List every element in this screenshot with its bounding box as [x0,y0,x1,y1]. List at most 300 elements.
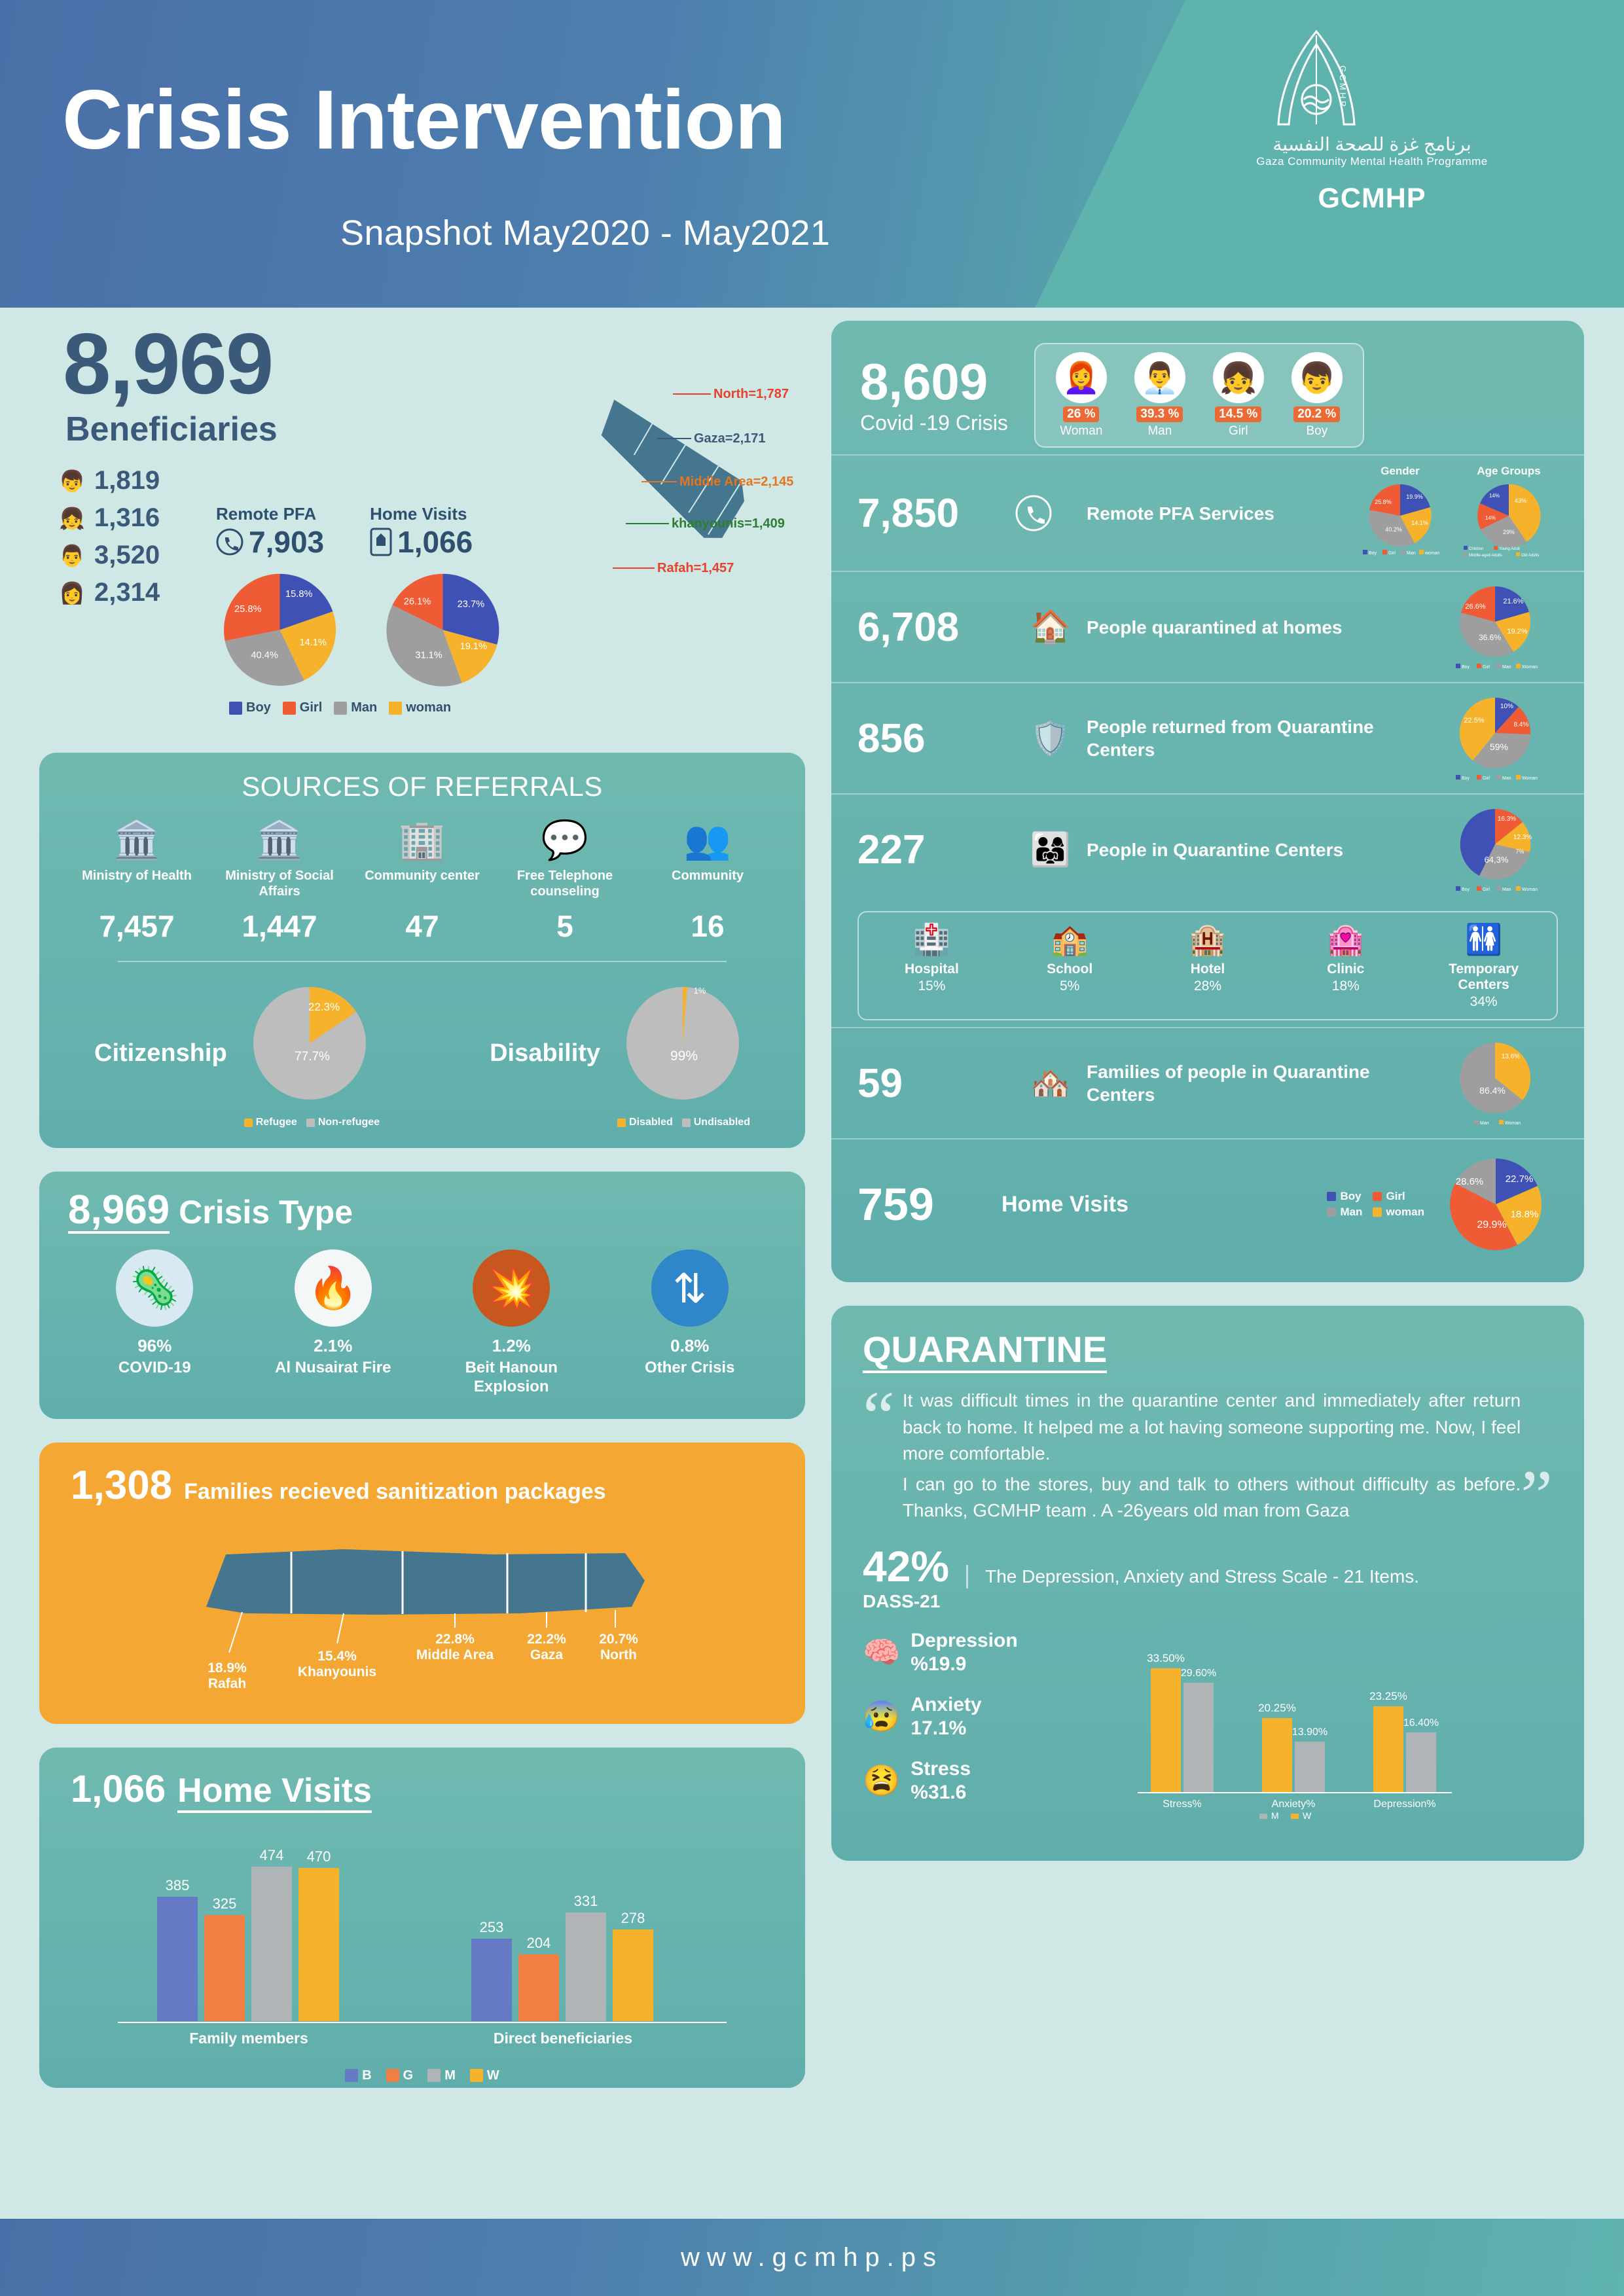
legend-label: Undisabled [693,1117,750,1128]
label: Ministry of Health [82,869,192,883]
svg-text:Woman: Woman [1522,776,1538,781]
right-column [831,321,1584,1884]
svg-text:Girl: Girl [1483,776,1490,781]
svg-text:Woman: Woman [1505,1121,1521,1126]
pct: 18% [1331,978,1360,994]
legend-label: woman [406,700,452,715]
value: 7,850 [857,490,960,536]
pct: 34% [1470,994,1498,1009]
svg-text:10%: 10% [1500,703,1514,710]
svg-text:G C M H P: G C M H P [1338,65,1348,107]
list-item [71,818,202,944]
shield-home-icon: 🛡️ [1030,719,1072,757]
boy-avatar-icon: 👦 [59,469,85,493]
citizenship-disability-row [39,978,805,1148]
man-avatar-icon: 👨‍💼 [1134,352,1185,403]
svg-text:Man: Man [1480,1121,1489,1126]
legend-item [229,700,271,715]
label: Ministry of Social Affairs [225,869,334,899]
svg-text:29%: 29% [1502,529,1515,535]
svg-text:16.3%: 16.3% [1497,816,1517,823]
returned-pie-chart [1427,692,1558,784]
covid-row-returned [831,682,1584,793]
home-visits-chart-legend [39,2068,805,2083]
list-item [1203,352,1274,439]
svg-text:Woman: Woman [1522,888,1538,892]
dass-description: The Depression, Anxiety and Stress Scale - 21 Items. [966,1565,1419,1588]
boy-avatar-icon: 👦 [1291,352,1343,403]
sanitization-map [128,1515,717,1712]
region-pct-north: 20.7% [599,1631,638,1647]
covid-crisis-card [831,321,1584,1282]
gaza-strip-map [511,347,812,622]
value: 5 [556,909,573,943]
remote-pfa-label: Remote PFA [216,504,317,524]
logo-abbr: GCMHP [1318,183,1426,214]
svg-text:19.9%: 19.9% [1406,493,1423,500]
list-item [1125,352,1195,439]
citizenship-legend [244,1117,380,1128]
svg-text:7%: 7% [1515,848,1525,855]
map-label-rafah: Rafah=1,457 [657,561,734,575]
value: 1,447 [242,909,317,943]
home-visits-count: 1,066 [71,1767,166,1810]
svg-text:40.4%: 40.4% [251,650,278,661]
dass-summary [831,1524,1584,1612]
home-quarantine-pie-chart [1427,581,1558,673]
svg-text:23.7%: 23.7% [457,599,485,610]
phone-icon [1015,494,1087,532]
covid-row-in-centers [831,793,1584,905]
svg-text:Girl: Girl [1483,665,1490,670]
logo [1218,26,1526,215]
legend-label: Refugee [255,1117,297,1128]
label: COVID-19 [118,1359,191,1377]
quote-close-icon: ” [1521,1455,1553,1535]
legend-label: G [403,2068,414,2083]
covid-home-visits-pie-chart [1434,1149,1558,1260]
pfa-gender-pie-chart [1351,478,1449,562]
svg-text:14.1%: 14.1% [299,637,327,648]
pct: 20.2 % [1293,406,1340,422]
region-name-middle: Middle Area [416,1647,494,1662]
home-visit-icon [370,528,392,556]
crisis-type-title: Crisis Type [179,1194,353,1230]
community-center-icon: 🏢 [398,819,446,861]
list-item [1425,922,1543,1010]
label: People quarantined at homes [1087,617,1343,637]
scale-value: 17.1% [911,1717,967,1739]
value: 47 [405,909,439,943]
girl-avatar-icon: 👧 [1213,352,1264,403]
label: Other Crisis [645,1359,735,1377]
svg-text:22.3%: 22.3% [308,1001,340,1013]
list-item [357,818,488,944]
svg-text:12.3%: 12.3% [1513,834,1532,841]
covid-subtitle: Covid -19 Crisis [860,410,1008,435]
covid-avatars [1034,343,1364,448]
label: Temporary Centers [1449,961,1519,992]
scale-value: %19.9 [911,1653,967,1675]
value: 3,520 [94,541,160,569]
svg-text:W: W [1303,1810,1312,1819]
arrows-icon: ⇅ [651,1249,729,1327]
hospital-icon: 🏥 [912,922,951,956]
svg-text:Middle-aged Adults: Middle-aged Adults [1469,554,1503,558]
svg-text:Girl: Girl [1483,888,1490,892]
gcmhp-logo-mark [1218,26,1415,131]
map-label-khanyounis: khanyounis=1,409 [672,516,785,531]
quarantine-quote [831,1373,1584,1535]
svg-text:77.7%: 77.7% [294,1050,330,1064]
svg-text:25.8%: 25.8% [234,604,262,615]
svg-text:M: M [1271,1810,1279,1819]
group-label-family: Family members [189,2029,308,2047]
home-visits-title: Home Visits [177,1771,372,1813]
pct: 39.3 % [1136,406,1183,422]
svg-text:Man: Man [1407,551,1416,556]
region-pct-khanyounis: 15.4% [317,1648,357,1664]
svg-text:29.9%: 29.9% [1477,1219,1507,1230]
list-item [258,1249,408,1397]
people-center-icon: 👨‍👩‍👧 [1030,831,1072,868]
label: Community center [365,869,480,883]
value: 16 [691,909,725,943]
svg-text:1%: 1% [693,986,706,996]
sanitization-card [39,1443,805,1724]
svg-text:43%: 43% [1514,497,1527,504]
svg-text:474: 474 [259,1846,284,1863]
svg-text:14%: 14% [1489,493,1500,499]
svg-text:470: 470 [306,1848,331,1865]
svg-text:26.6%: 26.6% [1465,603,1486,611]
woman-avatar-icon: 👩 [59,581,85,605]
community-icon: 👥 [683,819,732,861]
value: 227 [857,827,926,872]
page-header [0,0,1624,308]
map-label-north: North=1,787 [713,387,789,401]
disability-legend [617,1117,750,1128]
mini-chart-title: Gender [1380,465,1420,477]
svg-text:325: 325 [212,1895,237,1912]
label: Man [1147,424,1172,438]
home-visits-bar-chart [79,1820,766,2062]
svg-text:26.1%: 26.1% [403,596,431,607]
divider [118,961,727,962]
label: Woman [1060,424,1103,438]
pct: 96% [137,1336,172,1356]
svg-text:253: 253 [479,1918,504,1935]
scale-name: Depression [911,1629,1018,1651]
pfa-age-pie-chart [1460,478,1558,562]
legend-label: Boy [1340,1190,1362,1202]
section-title: SOURCES OF REFERRALS [242,771,603,802]
legend-item [306,1117,380,1128]
legend-item [470,2068,499,2083]
label: Home Visits [1001,1191,1129,1217]
man-avatar-icon: 👨 [59,543,85,567]
svg-text:13.90%: 13.90% [1291,1726,1328,1738]
in-centers-pie-chart [1427,804,1558,895]
region-name-khanyounis: Khanyounis [297,1664,377,1679]
scale-name: Stress [911,1757,971,1780]
scale-name: Anxiety [911,1693,982,1715]
woman-avatar-icon: 👩‍🦰 [1056,352,1107,403]
svg-text:Stress%: Stress% [1163,1798,1202,1810]
citizenship-title: Citizenship [94,1039,227,1067]
dass-bar-chart [1125,1629,1465,1819]
svg-text:278: 278 [621,1909,645,1926]
page-subtitle: Snapshot May2020 - May2021 [340,213,831,253]
label: Remote PFA Services [1087,503,1274,524]
label: Boy [1306,424,1328,438]
referral-items [39,818,805,944]
region-name-gaza: Gaza [530,1647,564,1662]
svg-text:Man: Man [1502,776,1511,781]
page-title: Crisis Intervention [62,73,785,167]
disability-pie-chart [617,978,748,1109]
svg-text:woman: woman [1425,551,1440,556]
legend-item [427,2068,456,2083]
dass-detail [831,1612,1584,1848]
covid-row-home-quarantine [831,571,1584,682]
svg-text:22.7%: 22.7% [1505,1174,1534,1185]
svg-text:22.5%: 22.5% [1464,717,1485,725]
list-item [1282,352,1352,439]
footer: www.gcmhp.ps [0,2219,1624,2296]
legend-label: Boy [246,700,271,715]
sanitization-text: Families recieved sanitization packages [184,1479,606,1504]
home-visits-pie-chart [379,566,507,694]
legend-label: Girl [1386,1190,1405,1202]
region-name-north: North [600,1647,637,1662]
value: 6,708 [857,604,960,650]
list-item [1046,352,1117,439]
legend-item [244,1117,297,1128]
fire-icon: 🔥 [295,1249,372,1327]
sanitization-header [39,1443,805,1509]
covid-header [831,321,1584,454]
label: Clinic [1327,961,1365,977]
legend-label: Man [351,700,378,715]
svg-text:Boy: Boy [1462,776,1470,781]
svg-text:15.8%: 15.8% [285,588,313,600]
legend-label: Non-refugee [317,1117,380,1128]
list-item [642,818,773,944]
list-item [499,818,630,944]
family-home-icon: 🏘️ [1030,1064,1072,1102]
svg-text:31.1%: 31.1% [415,650,442,661]
svg-text:Depression%: Depression% [1373,1798,1436,1810]
svg-text:Woman: Woman [1522,665,1538,670]
crisis-type-header [39,1172,805,1234]
list-item [873,922,990,1010]
value: 7,457 [99,909,175,943]
temporary-center-icon: 🚻 [1464,922,1503,956]
svg-text:Old Adults: Old Adults [1521,554,1540,558]
ministry-health-icon: 🏛️ [113,819,161,861]
quote-open-icon: “ [863,1376,895,1456]
pct: 5% [1060,978,1080,994]
svg-text:36.6%: 36.6% [1478,633,1502,642]
legend-label: woman [1386,1206,1424,1218]
list-item [863,1629,1125,1676]
svg-text:64,3%: 64,3% [1484,855,1509,865]
svg-text:13.6%: 13.6% [1501,1053,1521,1060]
logo-english-text: Gaza Community Mental Health Programme [1256,155,1488,168]
label: People in Quarantine Centers [1087,839,1344,860]
quote-paragraph-2: I can go to the stores, buy and talk to others without difficulty as before. Thanks, GCMHP team . A -26years old man from Gaza [902,1473,1521,1521]
covid-total: 8,609 [860,352,988,410]
label: Hotel [1190,961,1225,977]
label: Families of people in Quarantine Centers [1087,1062,1370,1105]
label: School [1047,961,1093,977]
school-icon: 🏫 [1051,922,1089,956]
list-item [1287,922,1405,1010]
label: Community [672,869,744,883]
svg-text:385: 385 [165,1876,190,1893]
pct: 0.8% [670,1336,710,1356]
logo-arabic-text: برنامج غزة للصحة النفسية [1272,134,1471,154]
svg-text:23.25%: 23.25% [1369,1689,1407,1702]
svg-text:Girl: Girl [1388,551,1396,556]
sanitization-count: 1,308 [71,1462,173,1508]
covid-row-home-visits [831,1138,1584,1282]
list-item [863,1757,1125,1804]
region-pct-gaza: 22.2% [527,1631,566,1647]
citizenship-pie-chart [244,978,375,1109]
pct: 1.2% [492,1336,531,1356]
svg-text:16.40%: 16.40% [1403,1717,1439,1729]
label: Beit Hanoun Explosion [465,1359,558,1395]
beneficiaries-label: Beneficiaries [65,410,278,448]
svg-text:19.1%: 19.1% [460,641,488,652]
legend-item [386,2068,414,2083]
legend-label: Disabled [629,1117,673,1128]
list-item [615,1249,765,1397]
list-item [79,1249,230,1397]
legend-label: Man [1340,1206,1363,1218]
beneficiaries-block [39,315,805,753]
home-visits-header [39,1748,805,1813]
home-visits-label: Home Visits [370,504,467,524]
svg-text:59%: 59% [1489,742,1509,752]
legend-item [617,1117,673,1128]
svg-text:40.2%: 40.2% [1385,526,1402,533]
pct: 15% [918,978,946,994]
depression-icon: 🧠 [863,1635,901,1670]
legend-item [1327,1190,1362,1203]
dass-pct: 42% [863,1541,950,1590]
crisis-type-count: 8,969 [68,1189,170,1234]
stress-icon: 😫 [863,1763,901,1798]
legend-label: W [486,2068,499,2083]
legend-label: M [444,2068,456,2083]
svg-text:29.60%: 29.60% [1180,1667,1217,1679]
svg-text:86.4%: 86.4% [1479,1085,1506,1096]
quarantine-card [831,1306,1584,1861]
beneficiaries-total: 8,969 [63,315,273,412]
phone-icon [216,528,244,556]
value: 759 [857,1179,934,1230]
quarantine-title: QUARANTINE [863,1328,1107,1373]
hotel-icon: 🏨 [1189,922,1227,956]
anxiety-icon: 😰 [863,1699,901,1734]
home-visits-chart-card [39,1748,805,2088]
svg-text:Children: Children [1469,547,1484,551]
region-name-rafah: Rafah [208,1676,247,1691]
svg-text:Boy: Boy [1462,888,1470,892]
region-pct-rafah: 18.9% [208,1660,247,1676]
remote-pfa-value: 7,903 [249,525,325,559]
svg-text:204: 204 [526,1934,551,1951]
svg-text:14%: 14% [1485,515,1496,521]
legend-item [345,2068,371,2083]
legend-item [283,700,322,715]
left-column [39,315,805,2111]
value: 1,819 [94,466,160,495]
group-label-direct: Direct beneficiaries [493,2029,633,2047]
legend-item [389,700,451,715]
svg-text:33.50%: 33.50% [1147,1651,1185,1664]
legend-item [1373,1206,1424,1219]
sources-of-referrals-card [39,753,805,1148]
label: Free Telephone counseling [516,869,613,899]
crisis-type-items [39,1234,805,1419]
telephone-counseling-icon: 💬 [541,819,589,861]
svg-text:19.2%: 19.2% [1507,628,1528,636]
legend-item [682,1117,750,1128]
svg-text:28.6%: 28.6% [1455,1176,1484,1187]
value: 856 [857,715,926,761]
legend-label: B [362,2068,372,2083]
label: People returned from Quarantine Centers [1087,717,1374,760]
pct: 28% [1193,978,1221,994]
list-item [1011,922,1128,1010]
legend-item [1373,1190,1424,1203]
pct: 26 % [1063,406,1099,422]
ministry-social-icon: 🏛️ [255,819,304,861]
legend-item [334,700,377,715]
clinic-icon: 🏩 [1327,922,1365,956]
svg-text:25.8%: 25.8% [1375,499,1392,505]
value: 2,314 [94,578,160,607]
value: 1,316 [94,503,160,532]
crisis-type-card [39,1172,805,1419]
list-item [214,818,345,944]
mini-chart-title: Age Groups [1477,465,1541,477]
legend-label: Girl [299,700,323,715]
footer-divider [0,2204,1624,2219]
covid-row-remote-pfa [831,454,1584,571]
svg-text:99%: 99% [670,1049,698,1064]
svg-text:Man: Man [1502,665,1511,670]
label: Girl [1229,424,1248,438]
list-item [863,1693,1125,1740]
quarantine-place-types [857,911,1558,1020]
map-label-middle: Middle Area=2,145 [679,475,794,489]
families-pie-chart [1427,1037,1558,1129]
svg-text:18.8%: 18.8% [1510,1209,1539,1220]
virus-icon: 🦠 [116,1249,193,1327]
svg-text:Young Adult: Young Adult [1499,547,1520,551]
region-pct-middle: 22.8% [435,1631,475,1647]
map-label-gaza: Gaza=2,171 [694,431,766,446]
svg-text:Boy: Boy [1462,665,1470,670]
covid-row-families [831,1027,1584,1138]
label: Al Nusairat Fire [275,1359,391,1377]
scale-value: %31.6 [911,1781,967,1803]
